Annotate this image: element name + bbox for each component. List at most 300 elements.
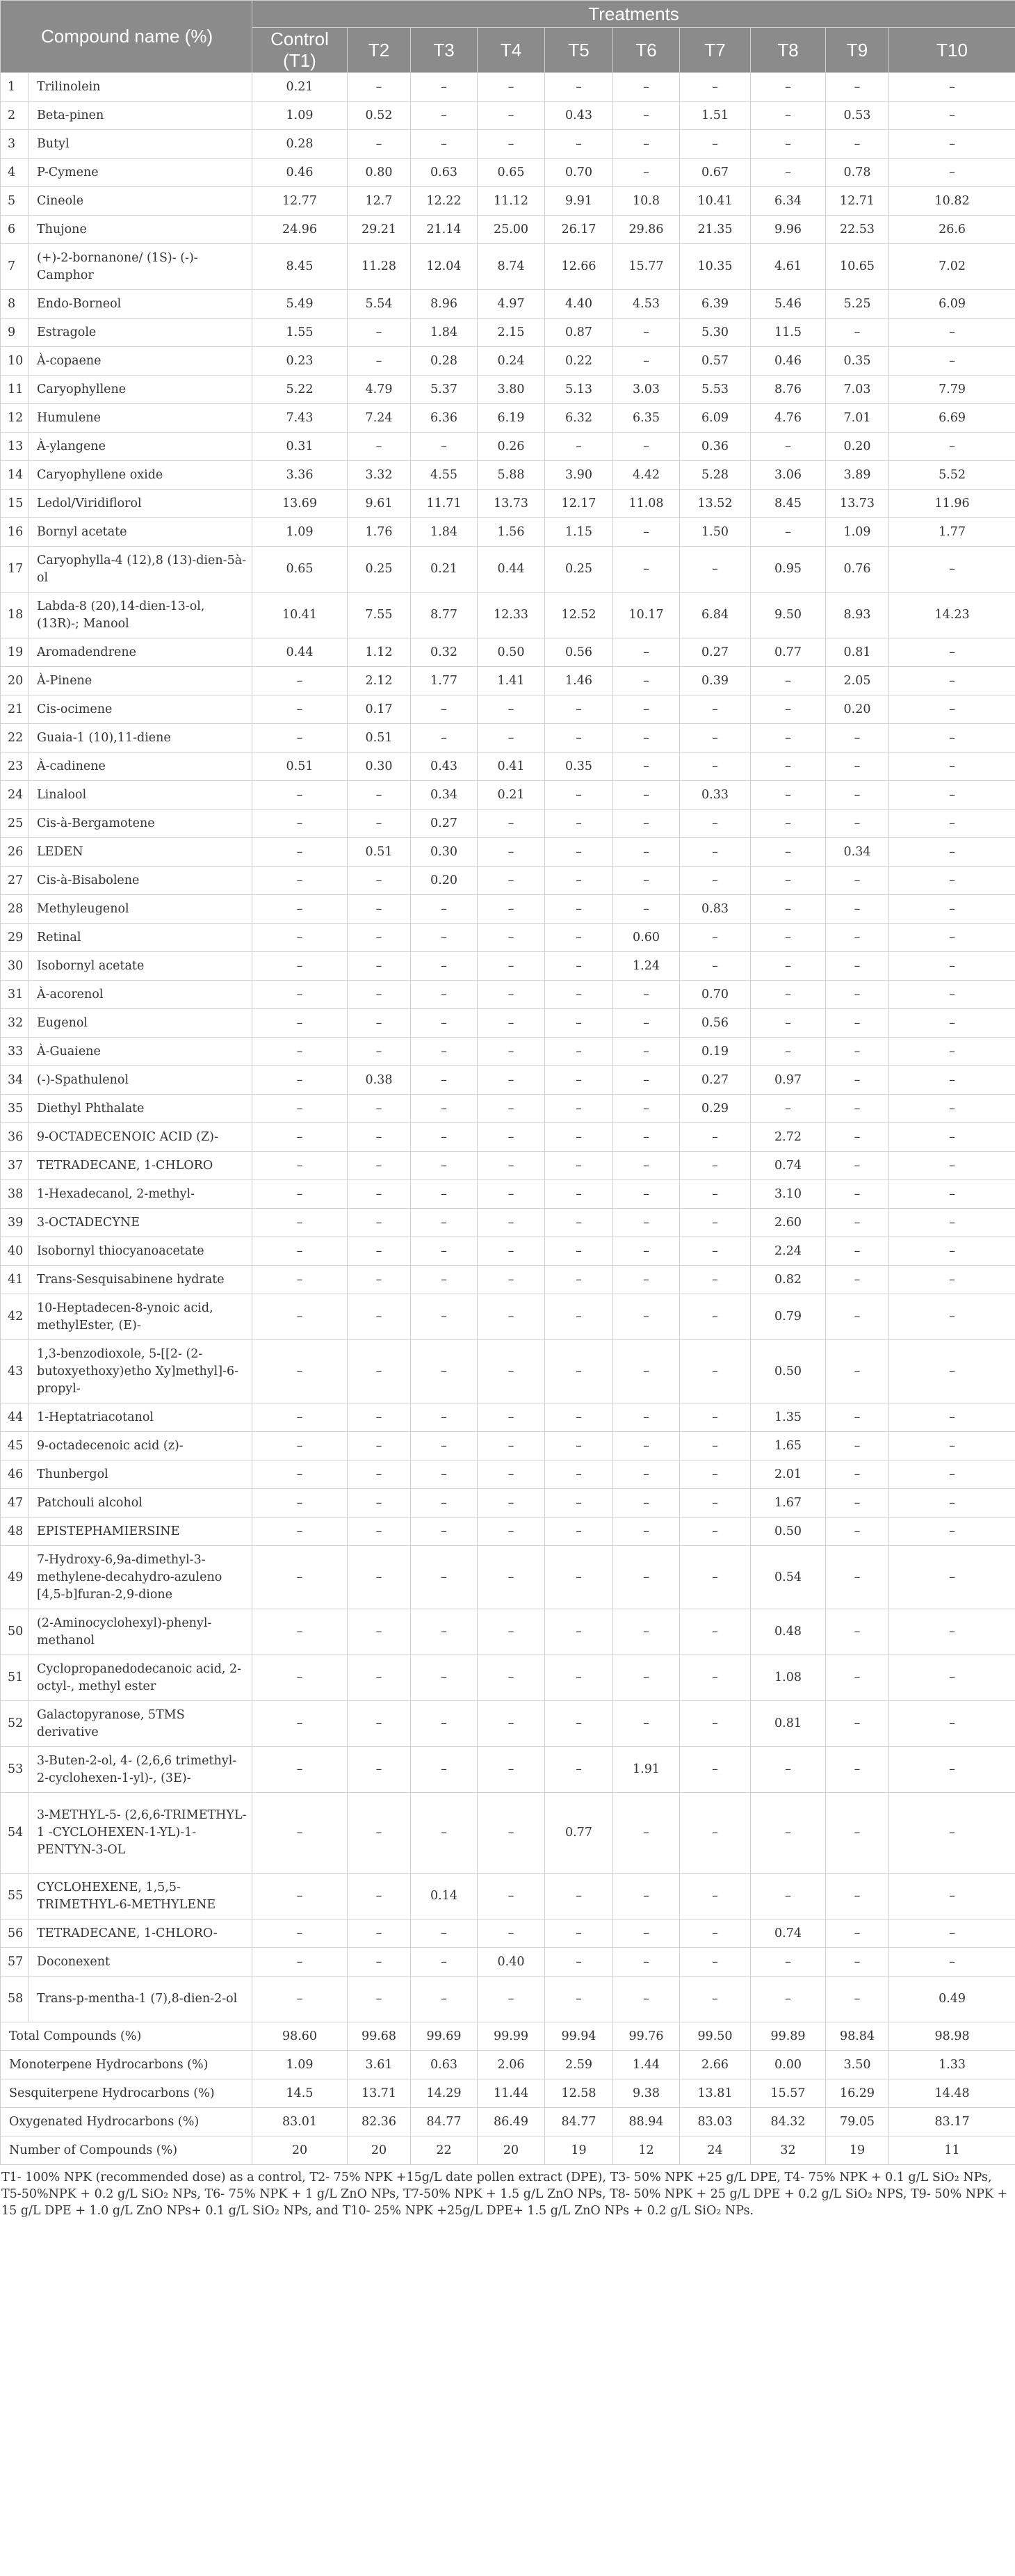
- value-cell: –: [613, 1266, 680, 1294]
- value-cell: –: [348, 1152, 411, 1180]
- value-cell: 5.52: [889, 461, 1015, 490]
- value-cell: –: [680, 1977, 751, 2022]
- value-cell: –: [545, 1489, 613, 1518]
- value-cell: –: [826, 1180, 889, 1209]
- table-row: [1, 1546, 1015, 1609]
- value-cell: –: [411, 1123, 478, 1152]
- value-cell: –: [348, 924, 411, 952]
- compound-name: Cis-à-Bergamotene: [29, 810, 252, 838]
- value-cell: –: [680, 1518, 751, 1546]
- value-cell: –: [348, 1095, 411, 1123]
- summary-value: 11: [889, 2136, 1015, 2165]
- value-cell: 0.46: [751, 347, 826, 376]
- value-cell: –: [889, 1294, 1015, 1340]
- value-cell: 12.33: [478, 593, 545, 638]
- value-cell: –: [252, 895, 348, 924]
- compound-name: P-Cymene: [29, 159, 252, 187]
- value-cell: –: [252, 1294, 348, 1340]
- row-number: 34: [1, 1066, 29, 1095]
- value-cell: 5.22: [252, 376, 348, 404]
- compound-name: 7-Hydroxy-6,9a-dimethyl-3-methylene-decahydro-azuleno [4,5-b]furan-2,9-dione: [29, 1546, 252, 1609]
- value-cell: 12.7: [348, 187, 411, 216]
- value-cell: –: [545, 981, 613, 1009]
- summary-value: 32: [751, 2136, 826, 2165]
- value-cell: –: [889, 1403, 1015, 1432]
- row-number: 55: [1, 1874, 29, 1919]
- value-cell: –: [411, 1919, 478, 1948]
- value-cell: –: [348, 1123, 411, 1152]
- value-cell: –: [826, 1489, 889, 1518]
- value-cell: –: [680, 810, 751, 838]
- compound-name: Patchouli alcohol: [29, 1489, 252, 1518]
- value-cell: –: [889, 102, 1015, 130]
- summary-value: 3.61: [348, 2051, 411, 2079]
- value-cell: 0.25: [545, 547, 613, 593]
- table-row: [1, 1948, 1015, 1977]
- value-cell: –: [252, 1180, 348, 1209]
- value-cell: –: [751, 1793, 826, 1874]
- value-cell: 6.19: [478, 404, 545, 433]
- value-cell: –: [826, 1655, 889, 1701]
- summary-value: 2.06: [478, 2051, 545, 2079]
- value-cell: 0.77: [545, 1793, 613, 1874]
- value-cell: –: [680, 838, 751, 867]
- value-cell: 0.76: [826, 547, 889, 593]
- value-cell: 0.17: [348, 695, 411, 724]
- value-cell: –: [478, 1919, 545, 1948]
- compound-name: 9-OCTADECENOIC ACID (Z)-: [29, 1123, 252, 1152]
- summary-value: 1.33: [889, 2051, 1015, 2079]
- value-cell: –: [680, 695, 751, 724]
- value-cell: 0.50: [751, 1340, 826, 1403]
- value-cell: 1.24: [613, 952, 680, 981]
- value-cell: –: [826, 1460, 889, 1489]
- value-cell: –: [411, 1403, 478, 1432]
- value-cell: –: [252, 1701, 348, 1747]
- value-cell: –: [348, 1793, 411, 1874]
- table-row: [1, 924, 1015, 952]
- row-number: 18: [1, 593, 29, 638]
- summary-value: 84.77: [545, 2108, 613, 2136]
- value-cell: –: [478, 924, 545, 952]
- value-cell: –: [252, 1095, 348, 1123]
- summary-label: Monoterpene Hydrocarbons (%): [1, 2051, 252, 2079]
- table-row: [1, 838, 1015, 867]
- value-cell: –: [411, 1152, 478, 1180]
- row-number: 53: [1, 1747, 29, 1793]
- value-cell: –: [545, 1152, 613, 1180]
- value-cell: 0.28: [411, 347, 478, 376]
- value-cell: –: [252, 838, 348, 867]
- summary-row: [1, 2022, 1015, 2051]
- value-cell: 13.73: [478, 490, 545, 518]
- value-cell: –: [478, 1518, 545, 1546]
- value-cell: –: [545, 1009, 613, 1038]
- value-cell: –: [348, 1266, 411, 1294]
- value-cell: –: [826, 1793, 889, 1874]
- table-row: [1, 1518, 1015, 1546]
- value-cell: –: [680, 1655, 751, 1701]
- value-cell: –: [348, 952, 411, 981]
- value-cell: –: [348, 433, 411, 461]
- compound-name: Isobornyl acetate: [29, 952, 252, 981]
- value-cell: 2.01: [751, 1460, 826, 1489]
- value-cell: –: [889, 1152, 1015, 1180]
- value-cell: –: [889, 1655, 1015, 1701]
- value-cell: –: [478, 1180, 545, 1209]
- value-cell: 1.35: [751, 1403, 826, 1432]
- value-cell: –: [478, 1747, 545, 1793]
- value-cell: –: [680, 1546, 751, 1609]
- value-cell: –: [545, 1747, 613, 1793]
- value-cell: –: [751, 1747, 826, 1793]
- value-cell: –: [889, 1919, 1015, 1948]
- value-cell: –: [613, 1874, 680, 1919]
- value-cell: –: [889, 1095, 1015, 1123]
- value-cell: –: [478, 130, 545, 159]
- table-row: [1, 1340, 1015, 1403]
- value-cell: –: [545, 1432, 613, 1460]
- value-cell: –: [826, 1340, 889, 1403]
- value-cell: –: [613, 1701, 680, 1747]
- value-cell: –: [348, 1009, 411, 1038]
- value-cell: –: [613, 1066, 680, 1095]
- compound-name: À-Pinene: [29, 667, 252, 695]
- summary-value: 16.29: [826, 2079, 889, 2108]
- summary-value: 14.5: [252, 2079, 348, 2108]
- row-number: 56: [1, 1919, 29, 1948]
- compound-name: Labda-8 (20),14-dien-13-ol, (13R)-; Manool: [29, 593, 252, 638]
- compound-name: Estragole: [29, 319, 252, 347]
- value-cell: –: [751, 1948, 826, 1977]
- table-row: [1, 1460, 1015, 1489]
- value-cell: –: [826, 810, 889, 838]
- value-cell: 0.49: [889, 1977, 1015, 2022]
- value-cell: –: [613, 1655, 680, 1701]
- value-cell: 0.20: [826, 433, 889, 461]
- value-cell: 4.61: [751, 244, 826, 290]
- value-cell: –: [680, 1266, 751, 1294]
- table-row: [1, 981, 1015, 1009]
- value-cell: –: [478, 724, 545, 752]
- value-cell: –: [826, 1209, 889, 1237]
- summary-value: 20: [478, 2136, 545, 2165]
- table-row: [1, 1793, 1015, 1874]
- value-cell: –: [680, 724, 751, 752]
- value-cell: –: [889, 1489, 1015, 1518]
- value-cell: –: [411, 1180, 478, 1209]
- value-cell: –: [826, 1432, 889, 1460]
- value-cell: –: [680, 1919, 751, 1948]
- value-cell: –: [411, 1948, 478, 1977]
- table-row: [1, 130, 1015, 159]
- row-number: 10: [1, 347, 29, 376]
- value-cell: –: [613, 130, 680, 159]
- value-cell: 1.55: [252, 319, 348, 347]
- value-cell: 29.21: [348, 216, 411, 244]
- value-cell: –: [613, 433, 680, 461]
- table-row: [1, 319, 1015, 347]
- value-cell: –: [478, 1038, 545, 1066]
- value-cell: 6.32: [545, 404, 613, 433]
- table-row: [1, 1038, 1015, 1066]
- value-cell: –: [411, 1294, 478, 1340]
- value-cell: 11.71: [411, 490, 478, 518]
- value-cell: –: [751, 1038, 826, 1066]
- compound-name: À-Guaiene: [29, 1038, 252, 1066]
- value-cell: –: [680, 924, 751, 952]
- compound-name: EPISTEPHAMIERSINE: [29, 1518, 252, 1546]
- value-cell: –: [411, 1038, 478, 1066]
- value-cell: –: [680, 952, 751, 981]
- value-cell: –: [411, 1009, 478, 1038]
- table-row: [1, 1123, 1015, 1152]
- summary-value: 82.36: [348, 2108, 411, 2136]
- value-cell: –: [613, 1180, 680, 1209]
- value-cell: 0.77: [751, 638, 826, 667]
- value-cell: –: [826, 1038, 889, 1066]
- compound-name: Cyclopropanedodecanoic acid, 2-octyl-, methyl ester: [29, 1655, 252, 1701]
- value-cell: 10.35: [680, 244, 751, 290]
- table-row: [1, 1180, 1015, 1209]
- row-number: 17: [1, 547, 29, 593]
- value-cell: –: [348, 1701, 411, 1747]
- value-cell: 13.69: [252, 490, 348, 518]
- compound-name: 9-octadecenoic acid (z)-: [29, 1432, 252, 1460]
- value-cell: 0.83: [680, 895, 751, 924]
- summary-value: 98.98: [889, 2022, 1015, 2051]
- value-cell: 21.14: [411, 216, 478, 244]
- value-cell: 0.30: [348, 752, 411, 781]
- value-cell: –: [478, 1294, 545, 1340]
- value-cell: 0.21: [478, 781, 545, 810]
- value-cell: 1.77: [889, 518, 1015, 547]
- treatment-column-header: T7: [680, 28, 751, 73]
- row-number: 3: [1, 130, 29, 159]
- compound-name: Diethyl Phthalate: [29, 1095, 252, 1123]
- value-cell: 0.51: [348, 838, 411, 867]
- row-number: 57: [1, 1948, 29, 1977]
- value-cell: 0.95: [751, 547, 826, 593]
- value-cell: –: [478, 952, 545, 981]
- value-cell: –: [411, 724, 478, 752]
- value-cell: 6.09: [680, 404, 751, 433]
- row-number: 24: [1, 781, 29, 810]
- compound-name: Caryophyllene oxide: [29, 461, 252, 490]
- row-number: 32: [1, 1009, 29, 1038]
- value-cell: –: [545, 1038, 613, 1066]
- value-cell: –: [889, 638, 1015, 667]
- value-cell: 0.70: [545, 159, 613, 187]
- summary-value: 84.32: [751, 2108, 826, 2136]
- value-cell: 8.76: [751, 376, 826, 404]
- value-cell: –: [680, 1874, 751, 1919]
- compound-name: (2-Aminocyclohexyl)-phenyl-methanol: [29, 1609, 252, 1655]
- value-cell: –: [545, 1460, 613, 1489]
- compound-name: Bornyl acetate: [29, 518, 252, 547]
- value-cell: –: [680, 1294, 751, 1340]
- summary-value: 99.68: [348, 2022, 411, 2051]
- table-row: [1, 1237, 1015, 1266]
- compound-name: Retinal: [29, 924, 252, 952]
- value-cell: 6.69: [889, 404, 1015, 433]
- value-cell: 1.09: [826, 518, 889, 547]
- table-row: [1, 781, 1015, 810]
- value-cell: –: [252, 1237, 348, 1266]
- row-number: 26: [1, 838, 29, 867]
- value-cell: –: [252, 981, 348, 1009]
- value-cell: –: [889, 1009, 1015, 1038]
- value-cell: 0.20: [826, 695, 889, 724]
- value-cell: –: [411, 1546, 478, 1609]
- summary-value: 83.17: [889, 2108, 1015, 2136]
- value-cell: –: [545, 1518, 613, 1546]
- value-cell: –: [411, 1266, 478, 1294]
- value-cell: –: [252, 781, 348, 810]
- value-cell: –: [826, 1948, 889, 1977]
- value-cell: 21.35: [680, 216, 751, 244]
- value-cell: 0.50: [751, 1518, 826, 1546]
- value-cell: –: [680, 1460, 751, 1489]
- value-cell: 0.78: [826, 159, 889, 187]
- table-row: [1, 895, 1015, 924]
- table-row: [1, 667, 1015, 695]
- value-cell: –: [751, 1874, 826, 1919]
- summary-value: 2.66: [680, 2051, 751, 2079]
- value-cell: 5.54: [348, 290, 411, 319]
- value-cell: –: [613, 73, 680, 102]
- value-cell: –: [889, 1609, 1015, 1655]
- value-cell: 12.71: [826, 187, 889, 216]
- value-cell: –: [613, 1340, 680, 1403]
- value-cell: 5.13: [545, 376, 613, 404]
- value-cell: –: [889, 781, 1015, 810]
- row-number: 50: [1, 1609, 29, 1655]
- table-row: [1, 724, 1015, 752]
- table-body: [1, 73, 1015, 2165]
- value-cell: 1.09: [252, 518, 348, 547]
- value-cell: –: [545, 1874, 613, 1919]
- value-cell: –: [348, 981, 411, 1009]
- value-cell: –: [889, 810, 1015, 838]
- value-cell: 29.86: [613, 216, 680, 244]
- value-cell: –: [252, 924, 348, 952]
- value-cell: –: [889, 1432, 1015, 1460]
- treatment-column-header: T5: [545, 28, 613, 73]
- compound-name: Guaia-1 (10),11-diene: [29, 724, 252, 752]
- value-cell: –: [680, 1340, 751, 1403]
- treatment-column-header: T10: [889, 28, 1015, 73]
- value-cell: 6.84: [680, 593, 751, 638]
- table-footnote: T1- 100% NPK (recommended dose) as a control, T2- 75% NPK +15g/L date pollen extract (DPE), T3- 50% NPK +25 g/L DPE, T4- 75% NPK + 0.1 g/L SiO₂ NPs, T5-50%NPK + 0.2 g/L SiO₂ NPs, T6- 75% NPK + 1 g/L ZnO NPs, T7-50% NPK + 1.5 g/L ZnO NPs, T8- 50% NPK + 25 g/L DPE + 0.2 g/L SiO₂ NPS, T9- 50% NPK + 15 g/L DPE + 1.0 g/L ZnO NPs+ 0.1 g/L SiO₂ NPs, and T10- 25% NPK +25g/L DPE+ 1.5 g/L ZnO NPs + 0.2 g/L SiO₂ NPs.: [1, 2171, 1008, 2218]
- summary-label: Oxygenated Hydrocarbons (%): [1, 2108, 252, 2136]
- value-cell: 8.77: [411, 593, 478, 638]
- value-cell: –: [545, 1655, 613, 1701]
- row-number: 2: [1, 102, 29, 130]
- value-cell: –: [411, 102, 478, 130]
- row-number: 20: [1, 667, 29, 695]
- value-cell: –: [889, 1266, 1015, 1294]
- value-cell: 1.08: [751, 1655, 826, 1701]
- value-cell: –: [478, 981, 545, 1009]
- value-cell: 10.17: [613, 593, 680, 638]
- value-cell: 0.34: [826, 838, 889, 867]
- value-cell: 7.03: [826, 376, 889, 404]
- value-cell: –: [478, 1655, 545, 1701]
- value-cell: 0.46: [252, 159, 348, 187]
- value-cell: –: [348, 1432, 411, 1460]
- value-cell: –: [751, 952, 826, 981]
- value-cell: –: [478, 1793, 545, 1874]
- compound-name: Trans-p-mentha-1 (7),8-dien-2-ol: [29, 1977, 252, 2022]
- row-number: 30: [1, 952, 29, 981]
- summary-value: 99.94: [545, 2022, 613, 2051]
- row-number: 36: [1, 1123, 29, 1152]
- compound-name-header: Compound name (%): [1, 1, 252, 73]
- compound-name: Butyl: [29, 130, 252, 159]
- value-cell: –: [751, 724, 826, 752]
- value-cell: –: [751, 838, 826, 867]
- value-cell: 4.97: [478, 290, 545, 319]
- value-cell: –: [545, 1095, 613, 1123]
- value-cell: –: [613, 724, 680, 752]
- summary-value: 2.59: [545, 2051, 613, 2079]
- value-cell: –: [613, 1123, 680, 1152]
- value-cell: 8.45: [252, 244, 348, 290]
- table-row: [1, 244, 1015, 290]
- value-cell: 3.89: [826, 461, 889, 490]
- value-cell: –: [613, 319, 680, 347]
- summary-value: 9.38: [613, 2079, 680, 2108]
- value-cell: –: [826, 1403, 889, 1432]
- value-cell: –: [478, 810, 545, 838]
- value-cell: –: [889, 1180, 1015, 1209]
- value-cell: –: [826, 867, 889, 895]
- value-cell: 3.80: [478, 376, 545, 404]
- value-cell: –: [613, 1609, 680, 1655]
- value-cell: 0.51: [252, 752, 348, 781]
- value-cell: 4.53: [613, 290, 680, 319]
- value-cell: –: [613, 1432, 680, 1460]
- value-cell: –: [826, 1977, 889, 2022]
- value-cell: –: [680, 1793, 751, 1874]
- value-cell: –: [252, 1340, 348, 1403]
- value-cell: –: [348, 1038, 411, 1066]
- value-cell: 11.08: [613, 490, 680, 518]
- value-cell: –: [751, 895, 826, 924]
- table-row: [1, 1432, 1015, 1460]
- compound-name: Galactopyranose, 5TMS derivative: [29, 1701, 252, 1747]
- value-cell: 0.31: [252, 433, 348, 461]
- value-cell: –: [680, 867, 751, 895]
- value-cell: 5.49: [252, 290, 348, 319]
- value-cell: 7.55: [348, 593, 411, 638]
- table-row: [1, 1701, 1015, 1747]
- table-row: [1, 1152, 1015, 1180]
- value-cell: –: [478, 1340, 545, 1403]
- row-number: 12: [1, 404, 29, 433]
- row-number: 35: [1, 1095, 29, 1123]
- value-cell: 0.44: [478, 547, 545, 593]
- value-cell: –: [545, 952, 613, 981]
- table-row: [1, 1874, 1015, 1919]
- value-cell: –: [751, 981, 826, 1009]
- value-cell: –: [613, 1546, 680, 1609]
- value-cell: –: [680, 1209, 751, 1237]
- value-cell: –: [826, 895, 889, 924]
- summary-value: 12.58: [545, 2079, 613, 2108]
- value-cell: 2.15: [478, 319, 545, 347]
